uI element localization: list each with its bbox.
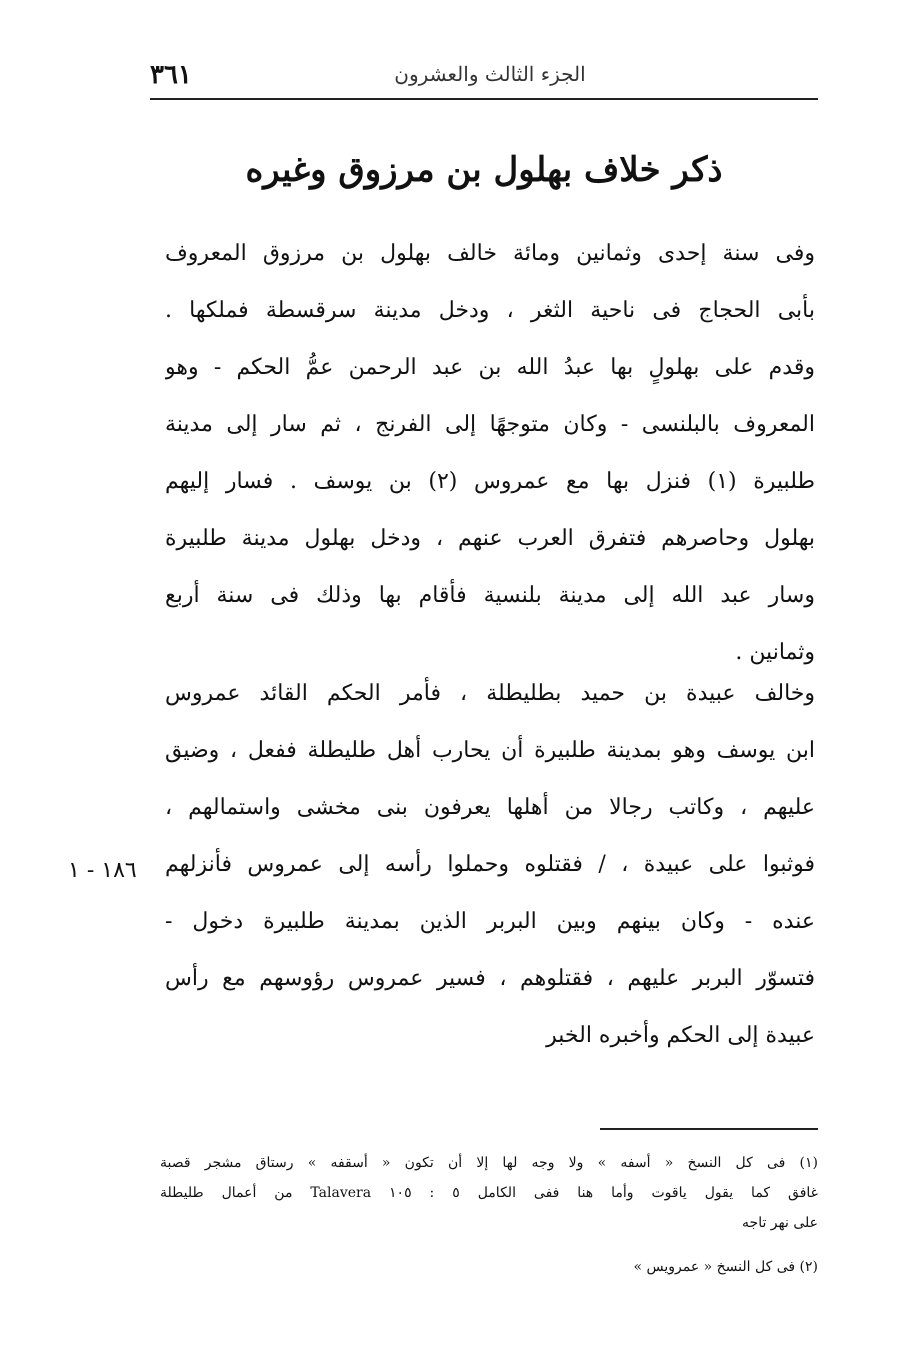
- paragraph-line: فوثبوا على عبيدة ، / فقتلوه وحملوا رأسه إلى عمروس فأنزلهم: [165, 852, 815, 877]
- paragraph-line: وخالف عبيدة بن حميد بطليطلة ، فأمر الحكم القائد عمروس: [165, 681, 815, 706]
- footnotes: [160, 1148, 818, 1282]
- paragraph-line: ابن يوسف وهو بمدينة طلبيرة أن يحارب أهل طليطلة ففعل ، وضيق: [165, 738, 815, 763]
- paragraph-line: وسار عبد الله إلى مدينة بلنسية فأقام بها وذلك فى سنة أربع: [165, 583, 815, 608]
- paragraph-line: بهلول وحاصرهم فتفرق العرب عنهم ، ودخل بهلول مدينة طلبيرة: [165, 526, 815, 551]
- paragraph-line: عنده - وكان بينهم وبين البربر الذين بمدينة طلبيرة دخول -: [165, 909, 815, 934]
- paragraph-line: عبيدة إلى الحكم وأخبره الخبر: [546, 1023, 815, 1048]
- footnote-1-line: غافق كما يقول ياقوت وأما هنا ففى الكامل ٥ : ١٠٥ Talavera من أعمال طليطلة: [160, 1185, 818, 1201]
- paragraph-line: طلبيرة (١) فنزل بها مع عمروس (٢) بن يوسف . فسار إليهم: [165, 469, 815, 494]
- footnote-2: (٢) فى كل النسخ « عمرويس »: [633, 1259, 818, 1275]
- running-head: الجزء الثالث والعشرون: [394, 62, 586, 86]
- footnote-1-line: على نهر تاجه: [742, 1215, 818, 1231]
- header-rule: [150, 98, 818, 100]
- footnote-spacer: [160, 1238, 818, 1252]
- paragraph-line: عليهم ، وكاتب رجالا من أهلها يعرفون بنى مخشى واستمالهم ،: [165, 795, 815, 820]
- page-number: ٣٦١: [150, 60, 192, 90]
- margin-reference: ١٨٦ - ١: [68, 858, 137, 883]
- paragraph-line: وفى سنة إحدى وثمانين ومائة خالف بهلول بن مرزوق المعروف: [165, 241, 815, 266]
- paragraph-line: المعروف بالبلنسى - وكان متوجهًا إلى الفرنج ، ثم سار إلى مدينة: [165, 412, 815, 437]
- paragraph-1: [165, 225, 815, 681]
- paragraph-line: وقدم على بهلولٍ بها عبدُ الله بن عبد الرحمن عمُّ الحكم - وهو: [165, 355, 815, 380]
- footnote-rule: [600, 1128, 818, 1130]
- paragraph-line: فتسوّر البربر عليهم ، فقتلوهم ، فسير عمروس رؤوسهم مع رأس: [165, 966, 815, 991]
- footnote-1-line: (١) فى كل النسخ « أسفه » ولا وجه لها إلا أن تكون « أسقفه » رستاق مشجر قصبة: [160, 1155, 818, 1171]
- paragraph-line: بأبى الحجاج فى ناحية الثغر ، ودخل مدينة سرقسطة فملكها .: [165, 298, 815, 323]
- paragraph-line: وثمانين .: [735, 640, 815, 665]
- paragraph-2: [165, 665, 815, 1064]
- chapter-title: ذكر خلاف بهلول بن مرزوق وغيره: [245, 150, 723, 190]
